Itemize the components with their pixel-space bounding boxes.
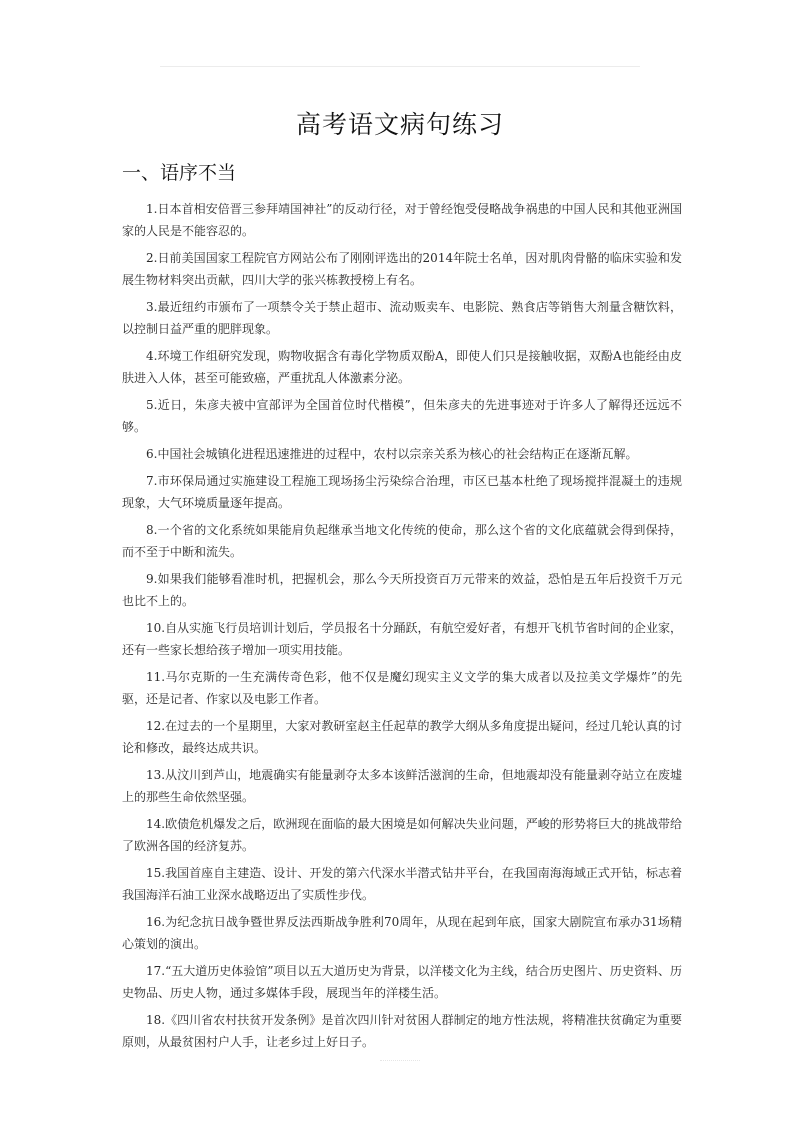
question-item-15: 15.我国首座自主建造、设计、开发的第六代深水半潜式钻井平台，在我国南海海域正式开钻，标志着我国海洋石油工业深水战略迈出了实质性步伐。 [122,866,682,902]
question-item-11: 11.马尔克斯的一生充满传奇色彩，他不仅是魔幻现实主义文学的集大成者以及拉美文学爆炸”的先驱，还是记者、作家以及电影工作者。 [122,670,682,706]
question-item-7: 7.市环保局通过实施建设工程施工现场扬尘污染综合治理，市区已基本杜绝了现场搅拌混凝土的违规现象，大气环境质量逐年提高。 [122,474,682,510]
question-item-16: 16.为纪念抗日战争暨世界反法西斯战争胜利70周年，从现在起到年底，国家大剧院宣布承办31场精心策划的演出。 [122,915,682,951]
question-item-10: 10.自从实施飞行员培训计划后，学员报名十分踊跃，有航空爱好者，有想开飞机节省时间的企业家，还有一些家长想给孩子增加一项实用技能。 [122,621,682,657]
question-item-6: 6.中国社会城镇化进程迅速推进的过程中，农村以宗亲关系为核心的社会结构正在逐渐瓦解。 [146,447,638,461]
question-item-13: 13.从汶川到芦山，地震确实有能量剥夺太多本该鲜活滋润的生命，但地震却没有能量剥夺站立在废墟上的那些生命依然坚强。 [122,768,682,804]
question-item-9: 9.如果我们能够看准时机，把握机会，那么今天所投资百万元带来的效益，恐怕是五年后投资千万元也比不上的。 [122,572,682,608]
question-item-14: 14.欧债危机爆发之后，欧洲现在面临的最大困境是如何解决失业问题，严峻的形势将巨大的挑战带给了欧洲各国的经济复苏。 [122,817,682,853]
question-item-4: 4.环境工作组研究发现，购物收据含有毒化学物质双酚A，即使人们只是接触收据，双酚A也能经由皮肤进入人体，甚至可能致癌，严重扰乱人体激素分泌。 [122,349,682,385]
question-list [122,198,682,1058]
top-rule [160,66,640,67]
question-item-8: 8.一个省的文化系统如果能肩负起继承当地文化传统的使命，那么这个省的文化底蕴就会得到保持，而不至于中断和流失。 [122,523,682,559]
question-item-17: 17.“五大道历史体验馆”项目以五大道历史为背景，以洋楼文化为主线，结合历史图片、历史资料、历史物品、历史人物，通过多媒体手段，展现当年的洋楼生活。 [122,964,682,1000]
question-item-5: 5.近日，朱彦夫被中宣部评为全国首位时代楷模”，但朱彦夫的先进事迹对于许多人了解得还远远不够。 [122,398,682,434]
page-title: 高考语文病句练习 [295,110,504,139]
question-item-18: 18.《四川省农村扶贫开发条例》是首次四川针对贫困人群制定的地方性法规，将精准扶贫确定为重要原则，从最贫困村户人手，让老乡过上好日子。 [122,1013,682,1049]
footer-mark [380,1060,420,1061]
question-item-3: 3.最近纽约市颁布了一项禁令关于禁止超市、流动贩卖车、电影院、熟食店等销售大剂量含糖饮料，以控制日益严重的肥胖现象。 [122,300,682,336]
question-item-1: 1.日本首相安倍晋三参拜靖国神社”的反动行径，对于曾经饱受侵略战争祸患的中国人民和其他亚洲国家的人民是不能容忍的。 [122,202,682,238]
question-item-2: 2.日前美国国家工程院官方网站公布了刚刚评选出的2014年院士名单，因对肌肉骨骼的临床实验和发展生物材料突出贡献，四川大学的张兴栋教授榜上有名。 [122,251,682,287]
question-item-12: 12.在过去的一个星期里，大家对教研室赵主任起草的教学大纲从多角度提出疑问，经过几轮认真的讨论和修改，最终达成共识。 [122,719,682,755]
section-heading: 一、语序不当 [122,162,237,184]
